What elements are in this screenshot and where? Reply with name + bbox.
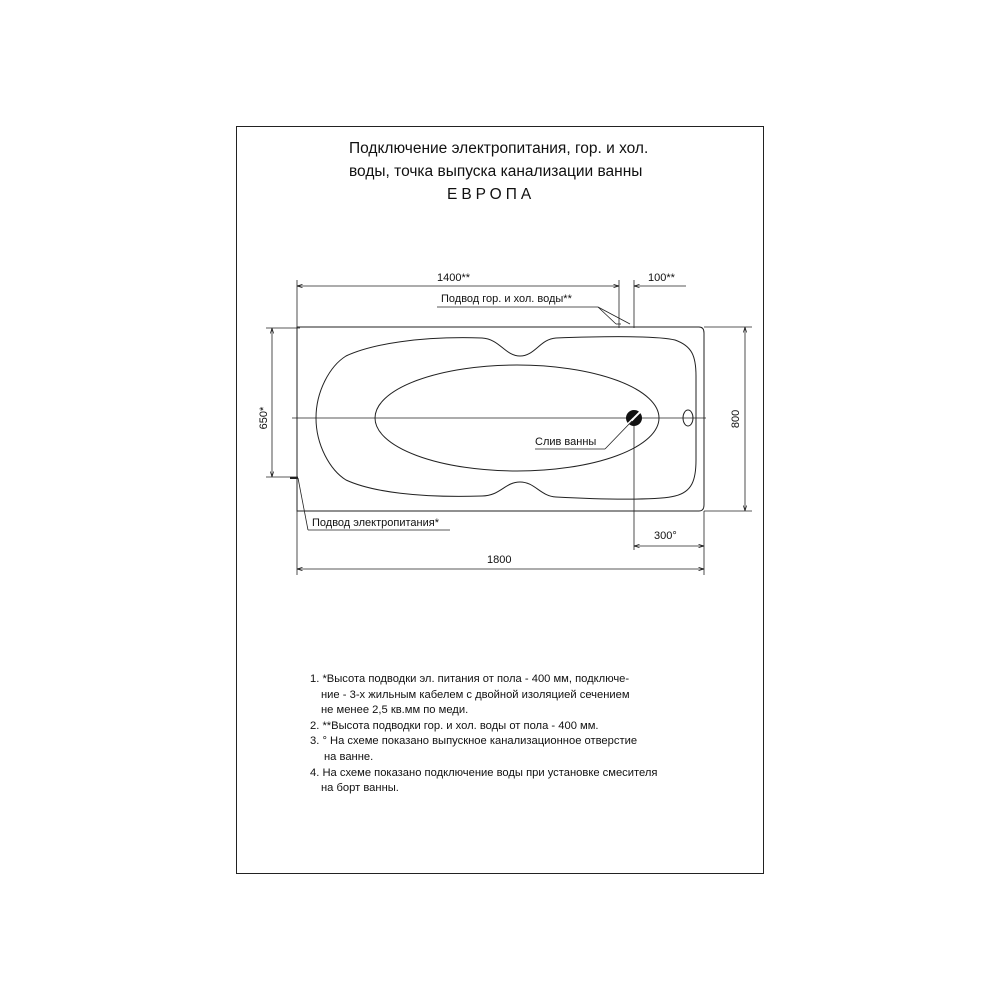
title-line-2: воды, точка выпуска канализации ванны — [349, 163, 643, 180]
dimension-1800: 1800 — [487, 554, 512, 566]
dimension-1400: 1400** — [437, 272, 471, 284]
note-line: 3. ° На схеме показано выпускное канализационное отверстие — [310, 735, 638, 748]
note-line: ние - 3-х жильным кабелем с двойной изоляцией сечением — [321, 688, 630, 701]
model-name: ЕВРОПА — [447, 186, 536, 203]
water-supply-label: Подвод гор. и хол. воды** — [441, 293, 572, 305]
title-line-1: Подключение электропитания, гор. и хол. — [349, 140, 649, 157]
notes-block — [310, 672, 657, 797]
power-supply-label: Подвод электропитания* — [312, 517, 439, 529]
dimension-650: 650* — [258, 406, 270, 430]
note-line: на ванне. — [324, 750, 374, 763]
note-line: 4. На схеме показано подключение воды при установке смесителя — [310, 766, 658, 779]
note-line: 2. **Высота подводки гор. и хол. воды от пола - 400 мм. — [310, 719, 599, 732]
dimension-300: 300° — [654, 530, 677, 542]
dimension-800: 800 — [730, 409, 742, 429]
note-line: на борт ванны. — [321, 782, 399, 795]
tub-outer-rim — [297, 327, 704, 511]
note-line: 1. *Высота подводки эл. питания от пола - 400 мм, подключе- — [310, 673, 630, 685]
dimension-100: 100** — [648, 272, 675, 284]
note-line: не менее 2,5 кв.мм по меди. — [321, 704, 469, 717]
drain-label: Слив ванны — [535, 436, 597, 448]
